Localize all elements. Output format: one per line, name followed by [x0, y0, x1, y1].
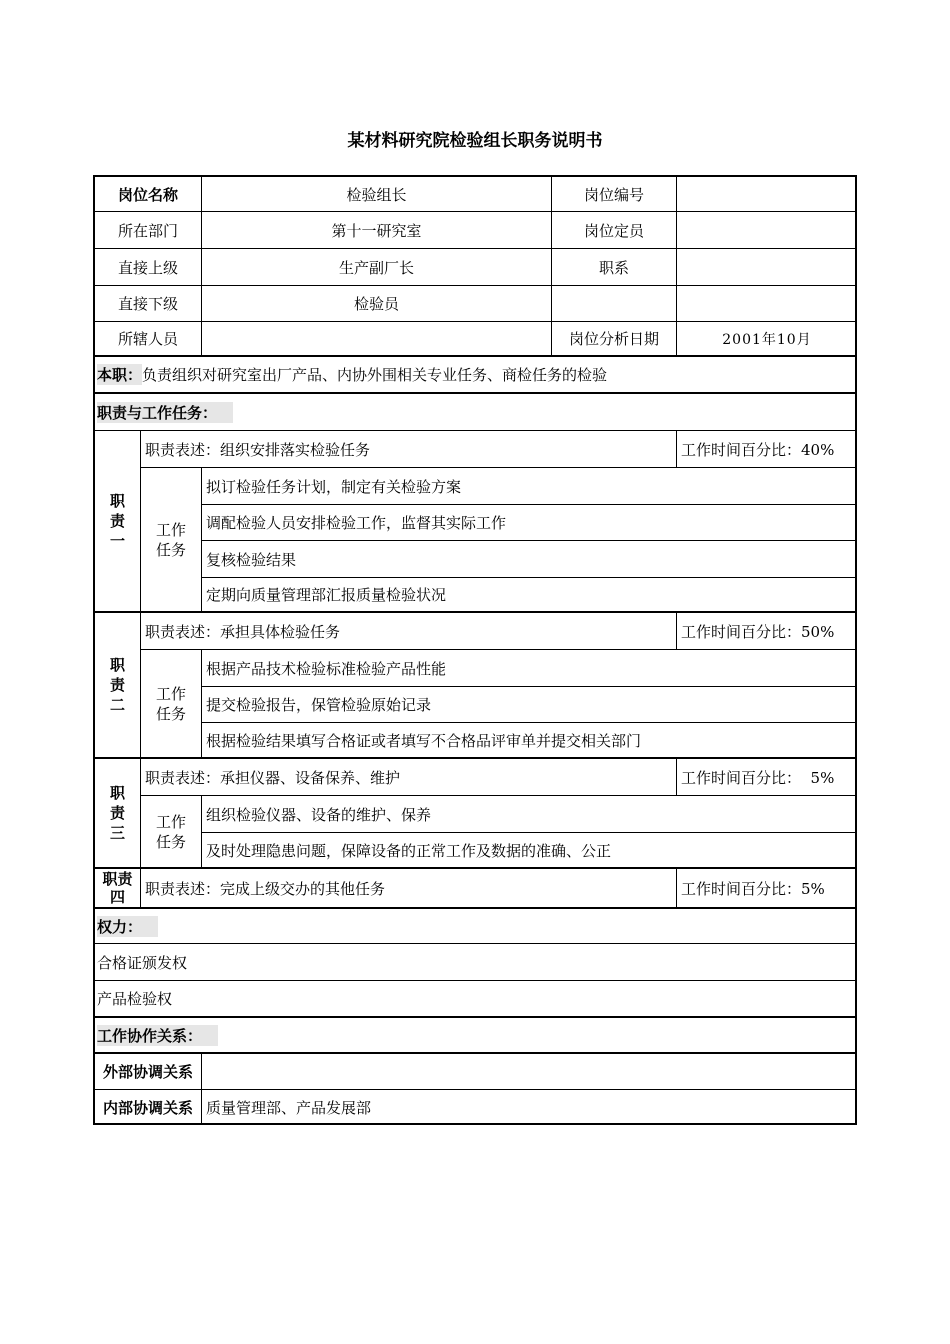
label-empty: [552, 286, 677, 322]
duty-1-label: 职 责 一: [95, 431, 141, 613]
duty-1-task-2: 调配检验人员安排检验工作，监督其实际工作: [202, 505, 857, 541]
value-position-name: 检验组长: [202, 177, 552, 212]
duty-3-label: 职 责 三: [95, 759, 141, 869]
duty-2-task-label: 工作 任务: [141, 650, 202, 759]
label-external-relations: 外部协调关系: [95, 1054, 202, 1090]
power-item-2: 产品检验权: [95, 981, 857, 1018]
main-duty-row: [95, 357, 857, 394]
main-duty-label: 本职：: [97, 366, 143, 384]
duty-3-task-1: 组织检验仪器、设备的维护、保养: [202, 796, 857, 833]
duty-3-percent: 工作时间百分比： 5%: [677, 759, 857, 796]
label-department: 所在部门: [95, 212, 202, 249]
power-header: [95, 909, 857, 944]
main-duty-text: 负责组织对研究室出厂产品、内协外围相关专业任务、商检任务的检验: [142, 366, 608, 384]
duty-1-task-3: 复核检验结果: [202, 541, 857, 578]
duty-1-task-1: 拟订检验任务计划，制定有关检验方案: [202, 468, 857, 505]
duty-3-task-label: 工作 任务: [141, 796, 202, 869]
value-external-relations: [202, 1054, 857, 1090]
label-analysis-date: 岗位分析日期: [552, 322, 677, 357]
duty-2-description: 职责表述：承担具体检验任务: [141, 613, 677, 650]
relations-header: [95, 1018, 857, 1054]
label-direct-subordinate: 直接下级: [95, 286, 202, 322]
duty-2-percent: 工作时间百分比：50%: [677, 613, 857, 650]
power-header-label: 权力：: [97, 916, 158, 937]
duty-2-label: 职 责 二: [95, 613, 141, 759]
duty-2-task-2: 提交检验报告，保管检验原始记录: [202, 687, 857, 723]
duty-1-task-4: 定期向质量管理部汇报质量检验状况: [202, 578, 857, 613]
label-direct-superior: 直接上级: [95, 249, 202, 286]
value-empty: [677, 286, 857, 322]
duty-4-description: 职责表述：完成上级交办的其他任务: [141, 869, 677, 909]
duty-2-task-1: 根据产品技术检验标准检验产品性能: [202, 650, 857, 687]
value-department: 第十一研究室: [202, 212, 552, 249]
label-internal-relations: 内部协调关系: [95, 1090, 202, 1125]
duty-1-percent: 工作时间百分比：40%: [677, 431, 857, 468]
label-position-name: 岗位名称: [95, 177, 202, 212]
duty-1-task-label: 工作 任务: [141, 468, 202, 613]
document-title: 某材料研究院检验组长职务说明书: [347, 131, 603, 151]
value-internal-relations: 质量管理部、产品发展部: [206, 1099, 372, 1117]
value-direct-subordinate: 检验员: [202, 286, 552, 322]
value-position-code: [677, 177, 857, 212]
duty-4-label: 职责 四: [95, 869, 141, 909]
value-staff: [202, 322, 552, 357]
power-item-1: 合格证颁发权: [95, 944, 857, 981]
label-position-code: 岗位编号: [552, 177, 677, 212]
job-description-table: [93, 175, 857, 1125]
duty-3-task-2: 及时处理隐患问题，保障设备的正常工作及数据的准确、公正: [202, 833, 857, 869]
duty-4-percent: 工作时间百分比：5%: [677, 869, 857, 909]
duties-header: [95, 394, 857, 431]
label-job-series: 职系: [552, 249, 677, 286]
duties-header-label: 职责与工作任务：: [97, 402, 233, 423]
relations-header-label: 工作协作关系：: [97, 1025, 218, 1046]
value-analysis-date: 2001年10月: [677, 322, 857, 357]
value-direct-superior: 生产副厂长: [202, 249, 552, 286]
duty-3-description: 职责表述：承担仪器、设备保养、维护: [141, 759, 677, 796]
label-headcount: 岗位定员: [552, 212, 677, 249]
duty-2-task-3: 根据检验结果填写合格证或者填写不合格品评审单并提交相关部门: [202, 723, 857, 759]
duty-1-description: 职责表述：组织安排落实检验任务: [141, 431, 677, 468]
value-job-series: [677, 249, 857, 286]
value-headcount: [677, 212, 857, 249]
label-staff: 所辖人员: [95, 322, 202, 357]
